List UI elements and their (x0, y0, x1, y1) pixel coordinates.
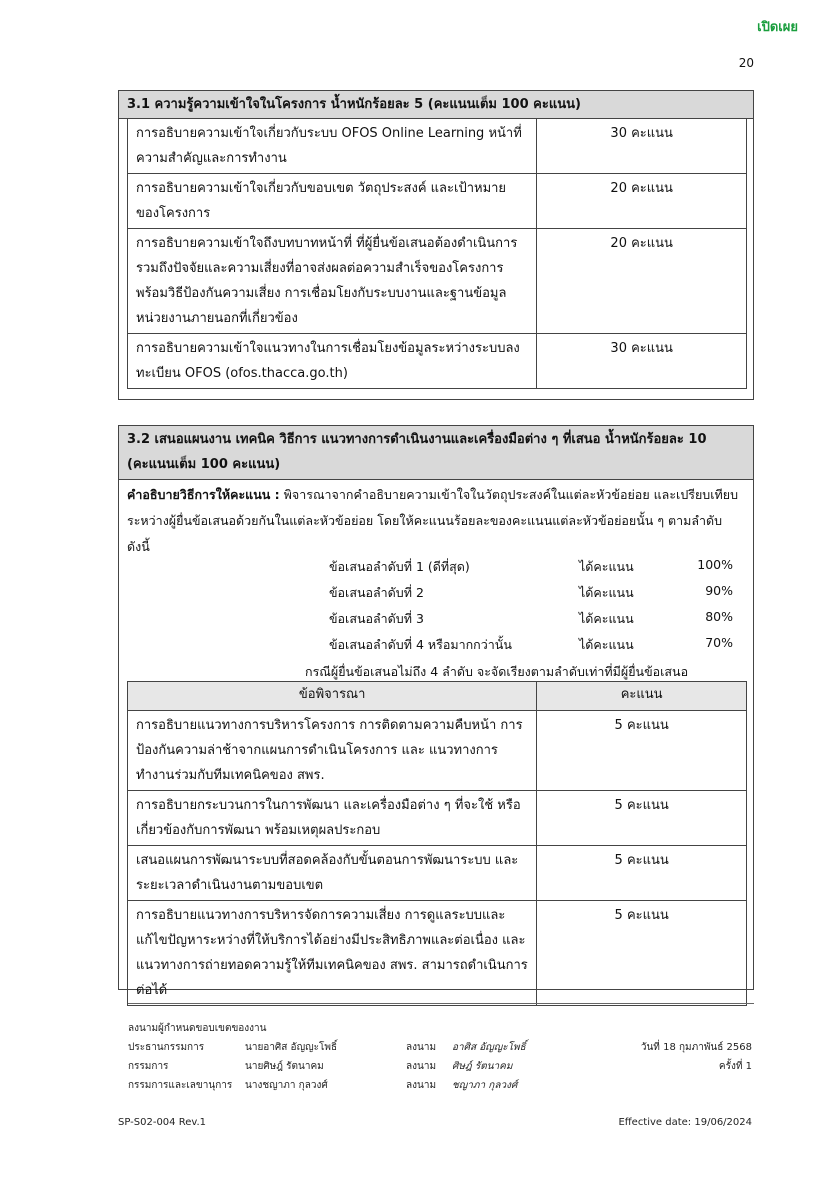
table-header-row (128, 682, 747, 711)
section-3-1-table (127, 118, 747, 389)
footer-rule (128, 1003, 754, 1004)
page-number: 20 (738, 56, 754, 70)
table-row (128, 229, 747, 334)
doc-code: SP-S02-004 Rev.1 (118, 1117, 207, 1128)
footer-date: วันที่ 18 กุมภาพันธ์ 2568 (640, 1042, 752, 1053)
section-3-1 (118, 90, 754, 400)
section-3-2 (118, 425, 754, 998)
rank-label: ข้อเสนอลำดับที่ 3 (329, 611, 424, 626)
table-row (128, 174, 747, 229)
criteria-desc: การอธิบายแนวทางการบริหารจัดการความเสี่ยง การดูแลระบบและแก้ไขปัญหาระหว่างที่ให้บริการได้อย่างมีประสิทธิภาพและต่อเนื่อง และแนวทางการถ่ายทอดความรู้ให้ทีมเทคนิคของ สพร. สามารถดำเนินการต่อได้ (128, 901, 537, 1006)
rank-score: 80% (705, 609, 733, 624)
rank-label: ข้อเสนอลำดับที่ 1 (ดีที่สุด) (329, 559, 470, 574)
rank-score-label: ได้คะแนน (579, 585, 634, 600)
rank-score: 70% (705, 635, 733, 650)
table-row (128, 846, 747, 901)
criteria-score: 30 คะแนน (537, 119, 747, 174)
sign-label: ลงนาม (406, 1080, 437, 1091)
rank-item (329, 635, 749, 661)
footer-revision: ครั้งที่ 1 (718, 1061, 752, 1072)
table-row (128, 901, 747, 1006)
criteria-desc: การอธิบายกระบวนการในการพัฒนา และเครื่องมือต่าง ๆ ที่จะใช้ หรือเกี่ยวข้องกับการพัฒนา พร้อมเหตุผลประกอบ (128, 791, 537, 846)
criteria-desc: การอธิบายความเข้าใจเกี่ยวกับขอบเขต วัตถุประสงค์ และเป้าหมายของโครงการ (128, 174, 537, 229)
table-row (128, 334, 747, 389)
signer-name: นายอาศิส อัญญะโพธิ์ (245, 1042, 338, 1053)
rank-note: กรณีผู้ยื่นข้อเสนอไม่ถึง 4 ลำดับ จะจัดเรียงตามลำดับเท่าที่มีผู้ยื่นข้อเสนอ (305, 664, 689, 679)
table-row (128, 119, 747, 174)
signer-name: นายศิษฎ์ รัตนาคม (245, 1061, 324, 1072)
criteria-desc: การอธิบายความเข้าใจแนวทางในการเชื่อมโยงข้อมูลระหว่างระบบลงทะเบียน OFOS (ofos.thacca.go.th) (128, 334, 537, 389)
criteria-score: 30 คะแนน (537, 334, 747, 389)
classification-label: เปิดเผย (757, 20, 798, 35)
scoring-method-text: พิจารณาจากคำอธิบายความเข้าใจในวัตถุประสงค์ในแต่ละหัวข้อย่อย และเปรียบเทียบระหว่างผู้ยื่นข้อเสนอด้วยกันในแต่ละหัวข้อย่อย โดยให้คะแนนร้อยละของคะแนนแต่ละหัวข้อย่อยนั้น ๆ ตามลำดับ ดังนี้ (127, 487, 738, 554)
criteria-score: 5 คะแนน (537, 901, 747, 1006)
criteria-score: 5 คะแนน (537, 846, 747, 901)
rank-score-label: ได้คะแนน (579, 559, 634, 574)
criteria-score: 20 คะแนน (537, 174, 747, 229)
signer-role: กรรมการและเลขานุการ (128, 1080, 233, 1091)
section-3-1-header (119, 91, 753, 119)
table-row (128, 791, 747, 846)
criteria-desc: การอธิบายความเข้าใจเกี่ยวกับระบบ OFOS Online Learning หน้าที่ ความสำคัญและการทำงาน (128, 119, 537, 174)
criteria-desc: การอธิบายแนวทางการบริหารโครงการ การติดตามความคืบหน้า การป้องกันความล่าช้าจากแผนการดำเนินโครงการ และ แนวทางการทำงานร่วมกับทีมเทคนิคของ สพร. (128, 711, 537, 791)
section-3-2-title: 3.2 เสนอแผนงาน เทคนิค วิธีการ แนวทางการดำเนินงานและเครื่องมือต่าง ๆ ที่เสนอ น้ำหนักร้อยละ 10 (คะแนนเต็ม 100 คะแนน) (127, 432, 707, 472)
signature: ศิษฎ์ รัตนาคม (452, 1061, 513, 1072)
rank-item (329, 557, 749, 583)
rank-score-label: ได้คะแนน (579, 611, 634, 626)
footer-title: ลงนามผู้กำหนดขอบเขตของงาน (128, 1023, 267, 1034)
criteria-desc: เสนอแผนการพัฒนาระบบที่สอดคล้องกับขั้นตอนการพัฒนาระบบ และระยะเวลาดำเนินงานตามขอบเขต (128, 846, 537, 901)
rank-label: ข้อเสนอลำดับที่ 2 (329, 585, 424, 600)
signer-role: ประธานกรรมการ (128, 1042, 205, 1053)
section-3-2-table (127, 681, 747, 1006)
criteria-score: 20 คะแนน (537, 229, 747, 334)
signer-name: นางชญาภา กุลวงศ์ (245, 1080, 328, 1091)
rank-item (329, 583, 749, 609)
rank-list (329, 557, 749, 661)
rank-score: 100% (697, 557, 733, 572)
col-header-score: คะแนน (537, 682, 747, 711)
col-header-criteria: ข้อพิจารณา (128, 682, 537, 711)
section-3-1-title: 3.1 ความรู้ความเข้าใจในโครงการ น้ำหนักร้อยละ 5 (คะแนนเต็ม 100 คะแนน) (127, 97, 581, 112)
rank-score-label: ได้คะแนน (579, 637, 634, 652)
criteria-score: 5 คะแนน (537, 791, 747, 846)
rank-label: ข้อเสนอลำดับที่ 4 หรือมากกว่านั้น (329, 637, 512, 652)
effective-date: Effective date: 19/06/2024 (618, 1117, 752, 1128)
scoring-method-label: คำอธิบายวิธีการให้คะแนน : (127, 487, 280, 502)
signer-role: กรรมการ (128, 1061, 169, 1072)
criteria-score: 5 คะแนน (537, 711, 747, 791)
scoring-method (127, 482, 747, 560)
signature: ชญาภา กุลวงศ์ (452, 1080, 518, 1091)
sign-label: ลงนาม (406, 1061, 437, 1072)
rank-item (329, 609, 749, 635)
signature: อาศิส อัญญะโพธิ์ (452, 1042, 526, 1053)
rank-score: 90% (705, 583, 733, 598)
sign-label: ลงนาม (406, 1042, 437, 1053)
table-row (128, 711, 747, 791)
criteria-desc: การอธิบายความเข้าใจถึงบทบาทหน้าที่ ที่ผู้ยื่นข้อเสนอต้องดำเนินการ รวมถึงปัจจัยและความเสี่ยงที่อาจส่งผลต่อความสำเร็จของโครงการ พร้อมวิธีป้องกันความเสี่ยง การเชื่อมโยงกับระบบงานและฐานข้อมูลหน่วยงานภายนอกที่เกี่ยวข้อง (128, 229, 537, 334)
section-3-2-header (119, 426, 753, 480)
